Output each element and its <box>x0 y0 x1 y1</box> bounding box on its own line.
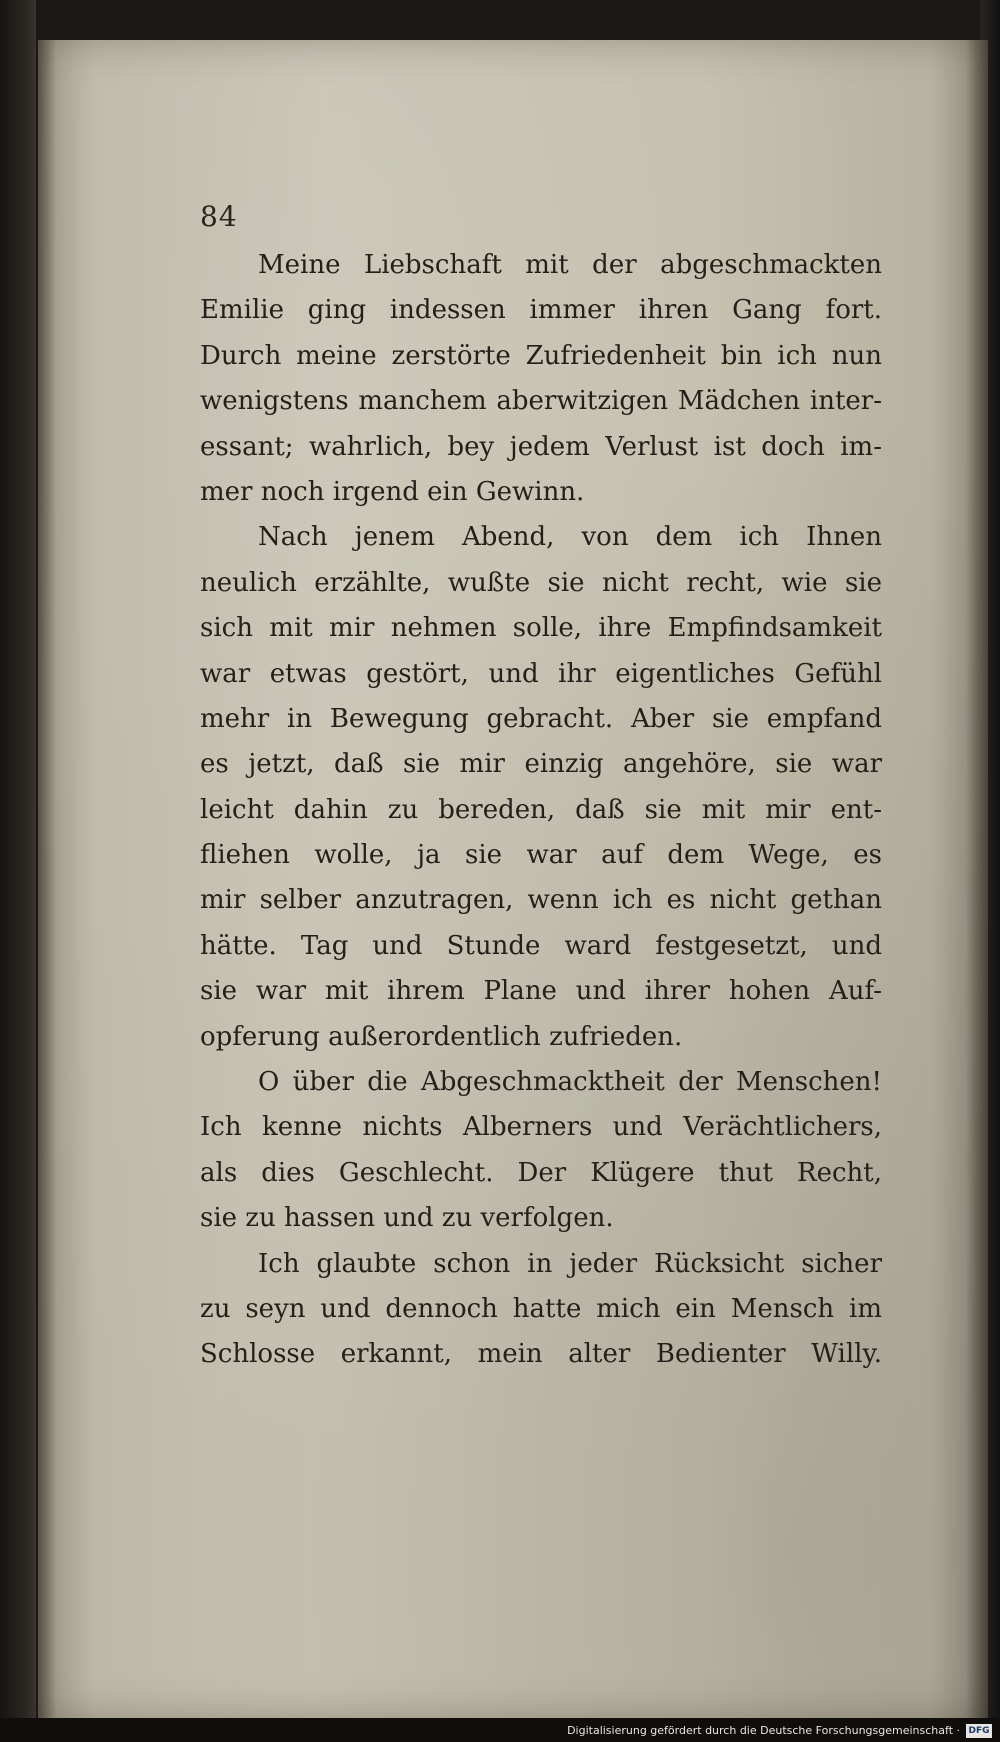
text-line: mehr in Bewegung gebracht. Aber sie empfand <box>200 703 882 734</box>
text-line: sie war mit ihrem Plane und ihrer hohen Auf- <box>200 976 882 1007</box>
text-line: opferung außerordentlich zufrieden. <box>200 1021 683 1052</box>
page-number: 84 <box>200 200 238 233</box>
text-line: Ich glaubte schon in jeder Rücksicht sicher <box>258 1248 882 1279</box>
text-line: war etwas gestört, und ihr eigentliches Gefühl <box>200 658 882 689</box>
text-line: es jetzt, daß sie mir einzig angehöre, sie war <box>200 749 882 780</box>
text-line: fliehen wolle, ja sie war auf dem Wege, es <box>200 840 882 871</box>
book-binding-edge <box>0 0 36 1742</box>
footer-bar <box>0 1718 1000 1742</box>
text-line: essant; wahrlich, bey jedem Verlust ist doch im- <box>200 431 882 462</box>
text-line: Emilie ging indessen immer ihren Gang fort. <box>200 295 882 326</box>
body-text <box>200 243 882 1378</box>
dfg-logo: DFG <box>966 1724 992 1738</box>
text-line: Ich kenne nichts Alberners und Verächtlichers, <box>200 1112 882 1143</box>
text-line: leicht dahin zu bereden, daß sie mit mir ent- <box>200 794 882 825</box>
text-line: O über die Abgeschmacktheit der Menschen! <box>258 1067 882 1098</box>
text-line: Durch meine zerstörte Zufriedenheit bin ich nun <box>200 340 882 371</box>
text-line: als dies Geschlecht. Der Klügere thut Recht, <box>200 1157 882 1188</box>
text-line: hätte. Tag und Stunde ward festgesetzt, und <box>200 930 882 961</box>
paper-page <box>38 40 988 1718</box>
page-edge-shadow <box>966 40 988 1718</box>
text-line: Schlosse erkannt, mein alter Bedienter Willy. <box>200 1339 882 1370</box>
digitization-credit: Digitalisierung gefördert durch die Deutsche Forschungsgemeinschaft · <box>567 1724 960 1737</box>
page-gutter-shadow <box>38 40 56 1718</box>
text-line: wenigstens manchem aberwitzigen Mädchen inter- <box>200 386 882 417</box>
text-line: sich mit mir nehmen solle, ihre Empfindsamkeit <box>200 613 882 644</box>
text-line: neulich erzählte, wußte sie nicht recht, wie sie <box>200 567 882 598</box>
text-line: zu seyn und dennoch hatte mich ein Mensch im <box>200 1293 882 1324</box>
text-line: Meine Liebschaft mit der abgeschmackten <box>258 250 882 280</box>
text-line: Nach jenem Abend, von dem ich Ihnen <box>258 522 882 553</box>
text-line: sie zu hassen und zu verfolgen. <box>200 1203 614 1234</box>
text-line: mir selber anzutragen, wenn ich es nicht gethan <box>200 885 882 916</box>
text-line: mer noch irgend ein Gewinn. <box>200 476 585 507</box>
